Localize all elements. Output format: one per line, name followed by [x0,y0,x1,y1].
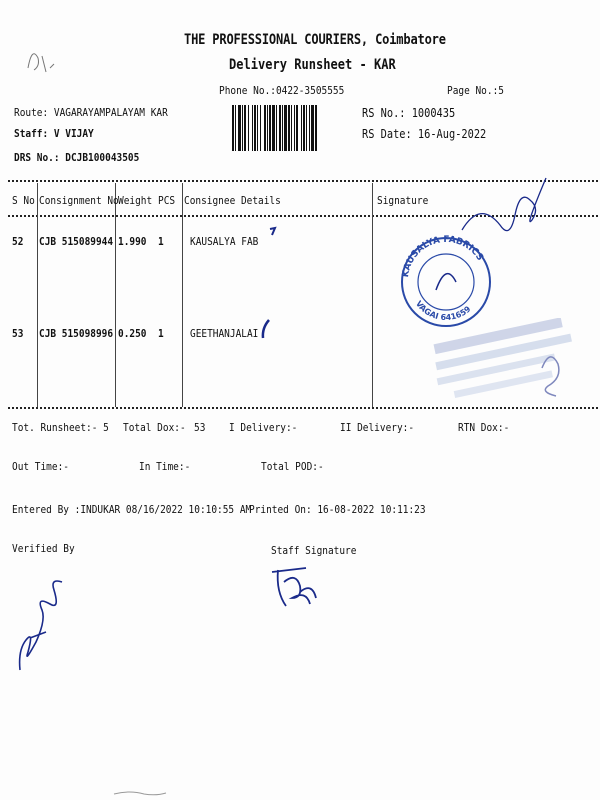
route-label: Route: VAGARAYAMPALAYAM KAR [14,106,168,119]
row-pcs: 1 [158,327,164,340]
col-header-pcs: PCS [158,194,176,207]
total-pod: Total POD:- [261,460,324,473]
staff-label: Staff: V VIJAY [14,127,94,140]
barcode-bar [242,105,243,151]
barcode-bar [306,105,307,151]
barcode-bar [282,105,283,151]
out-time: Out Time:- [12,460,69,473]
drs-number: DRS No.: DCJB100043505 [14,151,140,164]
barcode-bar [291,105,292,151]
staff-signature [266,562,326,612]
barcode-bar [284,105,287,151]
total-dox-value: 53 [194,421,206,434]
document-title: Delivery Runsheet - KAR [229,57,396,73]
barcode-bar [296,105,298,151]
rs-number: RS No.: 1000435 [362,106,456,120]
barcode-bar [276,105,277,151]
row-weight: 1.990 [118,235,147,248]
row-pcs: 1 [158,235,164,248]
barcode-bar [260,105,261,151]
barcode-bar [309,105,310,151]
barcode-bar [257,105,258,151]
col-header-sno: S No [12,194,35,207]
rtn-dox: RTN Dox:- [458,421,510,434]
column-divider [115,183,116,407]
barcode-bar [303,105,305,151]
phone-number: Phone No.:0422-3505555 [219,84,345,97]
barcode-bar [248,105,249,151]
barcode-bar [279,105,281,151]
barcode-bar [301,105,302,151]
row-consignee: KAUSALYA FAB [190,235,259,248]
stamp-text-top: KAUSALYA FABRICS [400,234,485,279]
ii-delivery: II Delivery:- [340,421,415,434]
barcode [231,105,353,151]
entered-by: Entered By :INDUKAR 08/16/2022 10:10:55 AM [12,503,252,516]
rs-date: RS Date: 16-Aug-2022 [362,127,487,141]
row-consignee: GEETHANJALAI [190,327,259,340]
barcode-bar [254,105,256,151]
faded-address-stamp [430,318,580,418]
pen-tick-mark [258,318,272,340]
barcode-bar [264,105,266,151]
stamp-text-bottom: VAGAI 641659 [413,299,473,323]
barcode-bar [311,105,314,151]
col-header-weight: Weight [118,194,153,207]
col-header-consignment: Consignment No [39,194,119,207]
verifier-signature [6,560,76,680]
barcode-bar [244,105,246,151]
column-divider [182,183,183,407]
staff-signature-label: Staff Signature [271,544,357,557]
row-weight: 0.250 [118,327,147,340]
row-sno: 53 [12,327,24,340]
barcode-bar [269,105,271,151]
corner-scribble-mark [20,38,70,78]
barcode-bar [288,105,290,151]
barcode-bar [238,105,241,151]
row-consignment: CJB 515098996 [39,327,114,340]
barcode-bar [272,105,275,151]
col-header-consignee: Consignee Details [184,194,281,207]
company-name: THE PROFESSIONAL COURIERS, Coimbatore [184,32,446,48]
barcode-bar [267,105,268,151]
total-runsheet: Tot. Runsheet:- 5 [12,421,109,434]
verified-by-label: Verified By [12,542,75,555]
page-number: Page No.:5 [447,84,504,97]
in-time: In Time:- [139,460,191,473]
total-dox-label: Total Dox:- [123,421,186,434]
i-delivery: I Delivery:- [229,421,298,434]
barcode-bar [252,105,253,151]
barcode-bar [315,105,317,151]
row-consignment: CJB 515089944 [39,235,114,248]
barcode-bar [294,105,295,151]
barcode-bar [232,105,234,151]
pen-tick-mark [268,226,278,238]
printed-on: Printed On: 16-08-2022 10:11:23 [249,503,426,516]
row-sno: 52 [12,235,24,248]
faint-edge-mark [110,788,170,798]
column-divider [37,183,38,407]
column-divider [372,183,373,407]
col-header-signature: Signature [377,194,429,207]
barcode-bar [235,105,236,151]
